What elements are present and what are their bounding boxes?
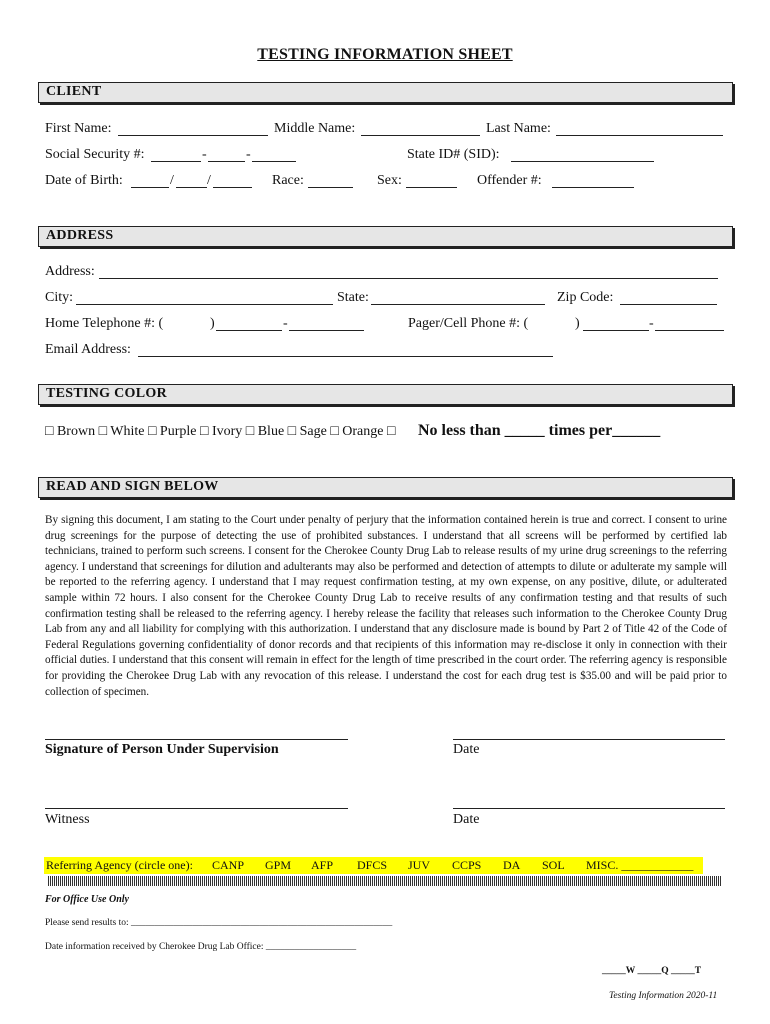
send-results-line[interactable]: Please send results to: _______________________________________________________	[45, 918, 393, 928]
email-field[interactable]	[138, 356, 553, 357]
date-line[interactable]	[453, 739, 725, 740]
city-field[interactable]	[76, 304, 333, 305]
city-label: City:	[45, 290, 74, 305]
zip-label: Zip Code:	[557, 290, 614, 305]
home-phone-field-2[interactable]	[289, 330, 364, 331]
ssn-field-1[interactable]	[151, 161, 201, 162]
last-name-field[interactable]	[556, 135, 723, 136]
signature-label: Signature of Person Under Supervision	[45, 742, 279, 757]
first-name-label: First Name:	[45, 121, 112, 136]
dob-month-field[interactable]	[131, 187, 169, 188]
referring-agency-label: Referring Agency (circle one):	[46, 858, 193, 872]
agency-option[interactable]: GPM	[265, 858, 292, 872]
middle-name-label: Middle Name:	[274, 121, 356, 136]
consent-paragraph: By signing this document, I am stating to the Court under penalty of perjury that the information contained herein is true and correct. I consent to urine drug screenings for the purpose of detecting the use of prohibited substances. I understand that all screens will be performed by certified lab technicians, trained to perform such screens. I consent for the Cherokee County Drug Lab to release results of my urine drug screenings to the referring agency. I understand that screenings for dilution and adulterants may also be performed and detection of attempts to dilute or adulterate my sample will be reported to the referring agency. I understand that I may request confirmation testing, at my own expense, on any positive, dilute, or adulterated sample within 72 hours. I also consent for the Cherokee County Drug Lab to receive results of any confirmation testing and that results of such confirmation testing shall be released to the referring agency. I hereby release the facility that releases such information to the Cherokee County Drug Lab from any and all liability for complying with this authorization. I understand that any disclosure made is bound by Part 2 of Title 42 of the Code of Federal Regulations governing confidentiality of donor records and that recipients of this information may re-disclose it only in connection with their official duties. I understand that this consent will remain in effect for the length of time prescribed in the court order. The referring agency is responsible for providing the Cherokee Drug Lab with any revocation of this release. I understand the cost for each drug test is $35.00 and will be paid prior to collection of specimen.	[45, 514, 727, 698]
agency-option[interactable]: CANP	[212, 858, 245, 872]
section-header-client	[38, 82, 733, 103]
state-label: State:	[337, 290, 369, 305]
home-phone-field-1[interactable]	[216, 330, 282, 331]
first-name-field[interactable]	[118, 135, 268, 136]
sex-label: Sex:	[377, 173, 402, 188]
witness-date-line[interactable]	[453, 808, 725, 809]
office-codes[interactable]: _____W _____Q _____T	[602, 966, 702, 976]
state-id-label: State ID# (SID):	[407, 147, 500, 162]
section-header-address	[38, 226, 733, 247]
agency-option[interactable]: SOL	[542, 858, 565, 872]
address-label: Address:	[45, 264, 95, 279]
footer-text: Testing Information 2020-11	[609, 991, 718, 1001]
ssn-label: Social Security #:	[45, 147, 145, 162]
pager-label: Pager/Cell Phone #: (	[408, 316, 529, 331]
section-header-testing-color	[38, 384, 733, 405]
ssn-field-3[interactable]	[252, 161, 296, 162]
race-label: Race:	[272, 173, 304, 188]
misc-option[interactable]: MISC. ____________	[586, 858, 694, 872]
home-phone-label: Home Telephone #: (	[45, 316, 164, 331]
dob-separator: /	[207, 173, 211, 188]
witness-line[interactable]	[45, 808, 348, 809]
witness-label: Witness	[45, 812, 90, 827]
section-title: READ AND SIGN BELOW	[46, 479, 219, 494]
race-field[interactable]	[308, 187, 353, 188]
home-phone-paren: )	[210, 316, 215, 331]
signature-line[interactable]	[45, 739, 348, 740]
agency-option[interactable]: JUV	[408, 858, 431, 872]
state-id-field[interactable]	[511, 161, 654, 162]
ssn-dash: -	[202, 147, 207, 162]
pager-dash: -	[649, 316, 654, 331]
page-title: TESTING INFORMATION SHEET	[257, 46, 513, 63]
zip-field[interactable]	[620, 304, 717, 305]
office-use-heading: For Office Use Only	[45, 894, 129, 905]
section-header-read-sign	[38, 477, 733, 498]
offender-field[interactable]	[552, 187, 634, 188]
dob-day-field[interactable]	[176, 187, 207, 188]
agency-option[interactable]: DA	[503, 858, 521, 872]
pager-field-2[interactable]	[655, 330, 724, 331]
address-field[interactable]	[99, 278, 718, 279]
email-label: Email Address:	[45, 342, 131, 357]
state-field[interactable]	[371, 304, 545, 305]
middle-name-field[interactable]	[361, 135, 480, 136]
offender-label: Offender #:	[477, 173, 542, 188]
divider-hatch	[48, 876, 722, 886]
ssn-field-2[interactable]	[208, 161, 245, 162]
agency-option[interactable]: AFP	[311, 858, 334, 872]
dob-year-field[interactable]	[213, 187, 252, 188]
ssn-dash: -	[246, 147, 251, 162]
witness-date-label: Date	[453, 812, 480, 827]
section-title: TESTING COLOR	[46, 386, 167, 401]
agency-option[interactable]: DFCS	[357, 858, 388, 872]
dob-separator: /	[170, 173, 174, 188]
date-label: Date	[453, 742, 480, 757]
last-name-label: Last Name:	[486, 121, 551, 136]
pager-paren: )	[575, 316, 580, 331]
referring-agency-bar	[44, 857, 703, 874]
testing-frequency: No less than _____ times per______	[418, 422, 661, 439]
section-title: CLIENT	[46, 84, 102, 99]
pager-field-1[interactable]	[583, 330, 649, 331]
section-title: ADDRESS	[46, 228, 114, 243]
date-received-line[interactable]: Date information received by Cherokee Drug Lab Office: ___________________	[45, 942, 357, 952]
dob-label: Date of Birth:	[45, 173, 123, 188]
agency-option[interactable]: CCPS	[452, 858, 482, 872]
home-phone-dash: -	[283, 316, 288, 331]
sex-field[interactable]	[406, 187, 457, 188]
color-checkboxes[interactable]: □ Brown □ White □ Purple □ Ivory □ Blue □ Sage □ Orange □	[45, 424, 396, 439]
